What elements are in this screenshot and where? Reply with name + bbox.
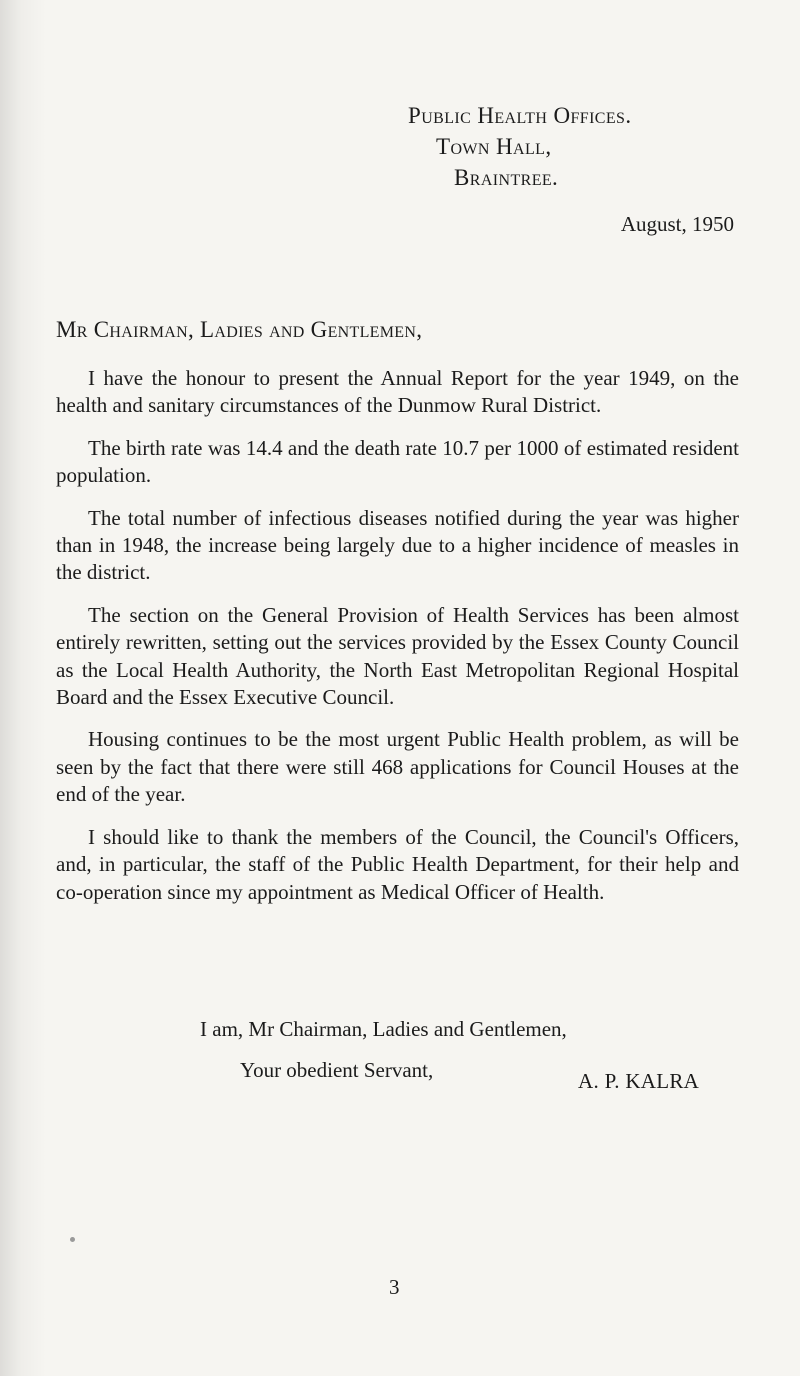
paragraph-introduction: I have the honour to present the Annual Report for the year 1949, on the health and sanitary circumstances of the Dunmow Rural District. <box>56 366 739 418</box>
sender-address <box>408 100 632 193</box>
paper-speck <box>70 1237 75 1242</box>
paragraph-infectious-diseases: The total number of infectious diseases notified during the year was higher than in 1948, the increase being largely due to a higher incidence of measles in the district. <box>56 505 739 585</box>
salutation: Mr Chairman, Ladies and Gentlemen, <box>56 317 423 342</box>
complimentary-close <box>200 1009 567 1091</box>
paragraph-housing: Housing continues to be the most urgent Public Health problem, as will be seen by the fact that there were still 468 applications for Council Houses at the end of the year. <box>56 727 739 807</box>
paragraph-health-services: The section on the General Provision of Health Services has been almost entirely rewritten, setting out the services provided by the Essex County Council as the Local Health Authority, the North East Metropolitan Regional Hospital Board and the Essex Executive Council. <box>56 602 739 710</box>
address-line-town: Braintree. <box>454 165 559 190</box>
address-line-office: Public Health Offices. <box>408 103 632 128</box>
page-number: 3 <box>389 1275 400 1299</box>
paragraph-thanks: I should like to thank the members of the Council, the Council's Officers, and, in particular, the staff of the Public Health Department, for their help and co-operation since my appointment as Medical Officer of Health. <box>56 824 739 904</box>
address-line-building: Town Hall, <box>436 134 552 159</box>
paragraph-birth-death-rates: The birth rate was 14.4 and the death rate 10.7 per 1000 of estimated resident population. <box>56 435 739 488</box>
closing-line-servant: Your obedient Servant, <box>240 1058 434 1082</box>
letter-body <box>56 365 739 921</box>
page-edge-shadow <box>0 0 46 1376</box>
letter-date: August, 1950 <box>620 212 734 236</box>
signature-name: A. P. KALRA <box>578 1069 700 1093</box>
closing-line-address: I am, Mr Chairman, Ladies and Gentlemen, <box>200 1017 567 1041</box>
